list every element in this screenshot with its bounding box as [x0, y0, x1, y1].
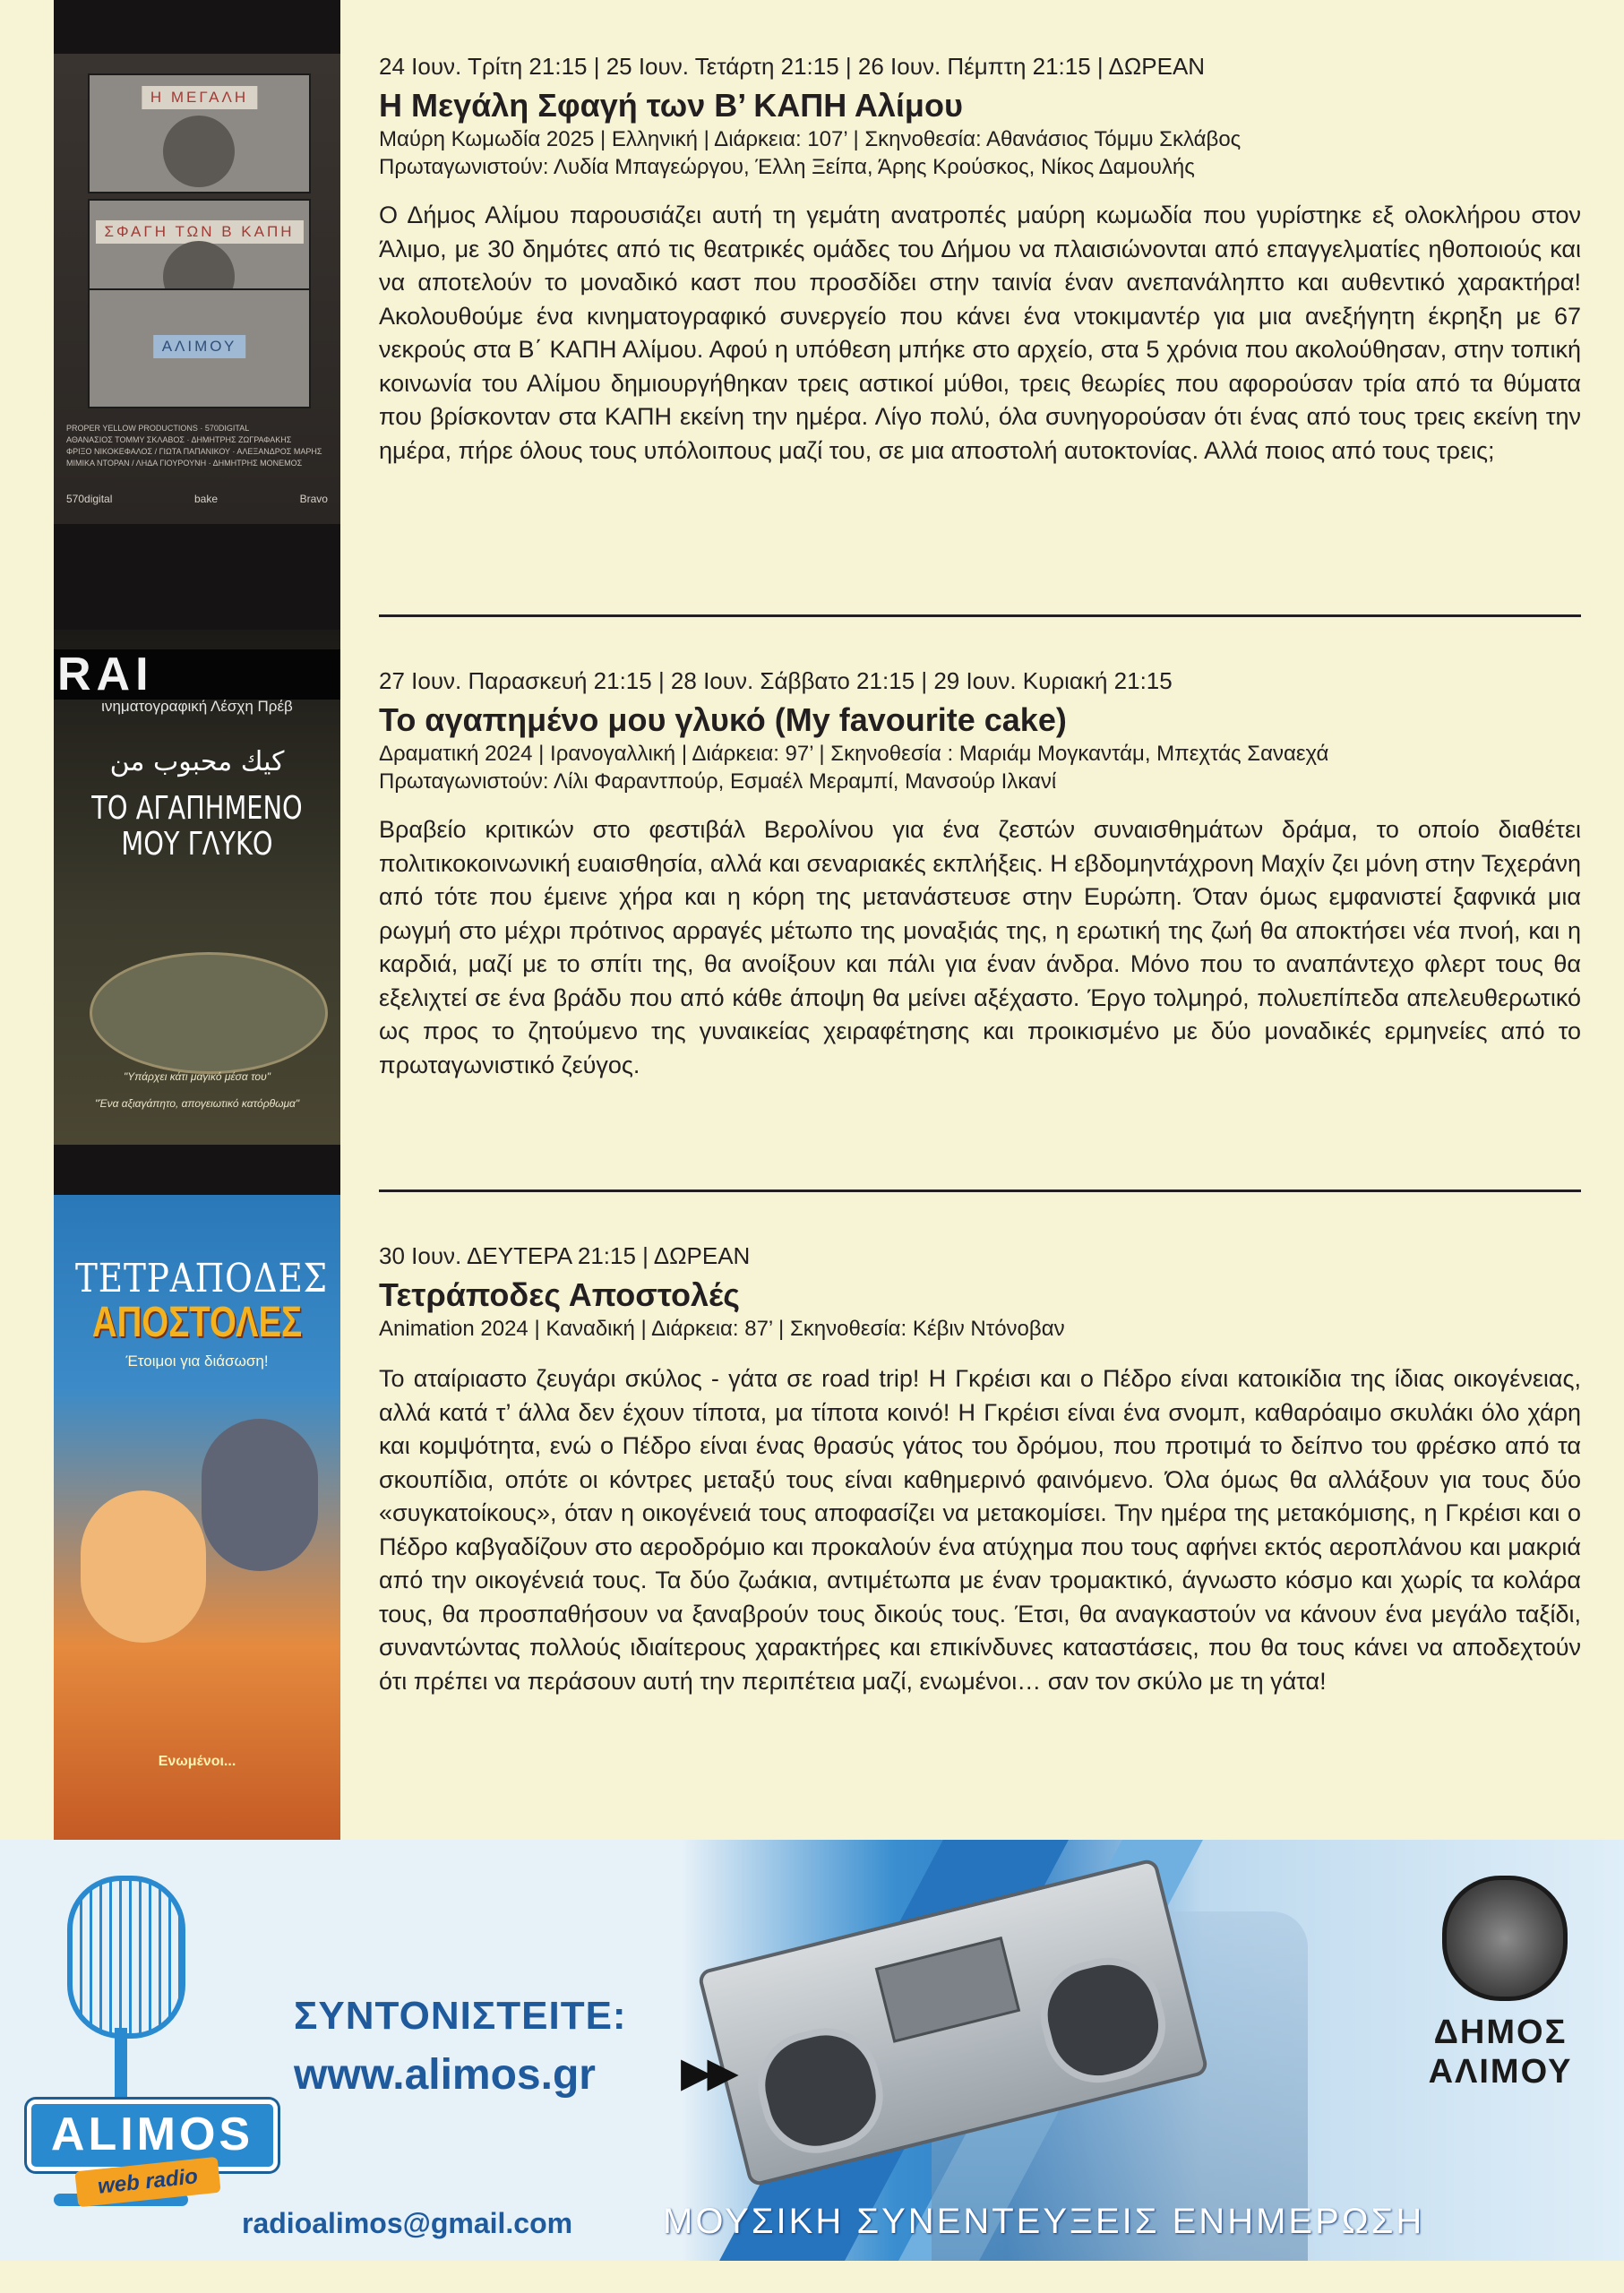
website-link[interactable]: www.alimos.gr: [294, 2051, 596, 2099]
poster-panel: [88, 288, 311, 408]
poster-panel: [88, 73, 311, 193]
film-synopsis: Βραβείο κριτικών στο φεστιβάλ Βερολίνου για ένα ζεστών συναισθημάτων δράμα, το οποίο διαθέτει πολιτικοκοινωνική ευαισθησία, αλλά και σεναριακές εκπλήξεις. Η εβδομηντάχρονη Μαχίν ζει μόνη στην Τεχεράνη από τότε που έμεινε χήρα και η κόρη της μετανάστευσε στην Ευρώπη. Όταν όμως εμφανιστεί ξαφνικά μια ρωγμή στο μέχρι πρότινος αρραγές μέτωπο της μοναξιάς της, η ερωτική της ζωή θα αποκτήσει νέα πνοή, και η καρδιά, μαζί με το σπίτι της, θα ανοίξουν και πάλι για έναν άνδρα. Μόνο που το αναπάντεχο φλερτ τους θα εξελιχτεί σε ένα βράδυ που από κάθε άποψη θα μείνει αξέχαστο. Έργο τολμηρό, πολυεπίπεδα απελευθερωτικό ως προς το ζητούμενο της γυναικείας χειραφέτησης και προικισμένο με δύο μοναδικές ερμηνείες από το πρωταγωνιστικό ζεύγος.: [379, 816, 1581, 1078]
film-entry: [379, 52, 1581, 468]
film-synopsis: Ο Δήμος Αλίμου παρουσιάζει αυτή τη γεμάτη ανατροπές μαύρη κωμωδία που γυρίστηκε εξ ολοκλήρου στον Άλιμο, με 30 δημότες από τις θεατρικές ομάδες του Δήμου να πλαισιώνονται από επαγγελματίες ηθοποιούς και να αποτελούν το μοναδικό καστ που προσδίδει στην ταινία έναν ανεπανάληπτο και αυθεντικό χαρακτήρα! Ακολουθούμε ένα κινηματογραφικό συνεργείο που κάνει ένα ντοκιμαντέρ για μια ανεξήγητη έκρηξη με 67 νεκρούς στα Β΄ ΚΑΠΗ Αλίμου. Αφού η υπόθεση μπήκε στο αρχείο, στα 5 χρόνια που ακολούθησαν, στην τοπική κοινωνία του Αλίμου δημιουργήθηκαν τρεις αστικοί μύθοι, τρεις θεωρίες που αφορούσαν τρία από τα θύματα που βρίσκονταν στα ΚΑΠΗ εκείνη την ημέρα. Λίγο πολύ, όλα συνηγορούσαν ότι ένας από τους τρεις εκείνη την ημέρα, πήρε όλους τους υπόλοιπους μαζί του, σε μια αποστολή αυτοκτονίας. Αλλά ποιος από τους τρεις;: [379, 202, 1581, 464]
poster-tag: Η ΜΕΓΑΛΗ: [142, 86, 257, 109]
municipality-name: [1397, 2013, 1603, 2091]
radio-banner: [0, 1840, 1624, 2261]
film-entry: [379, 666, 1581, 1082]
poster-megali-sfagi: [54, 54, 340, 524]
poster-title-line: ΑΠΟΣΤΟΛΕΣ: [91, 1299, 303, 1346]
municipality-line: ΑΛΙΜΟΥ: [1428, 2053, 1573, 2091]
table-scene-image: [90, 952, 328, 1074]
poster-title-line: ΜΟΥ ΓΛΥΚΟ: [121, 826, 273, 863]
poster-strip: [54, 0, 340, 1840]
review-quote: "Υπάρχει κάτι μαγικό μέσα του": [124, 1070, 271, 1083]
poster-tag: ΣΦΑΓΗ ΤΩΝ Β ΚΑΠΗ: [95, 220, 303, 244]
sponsor-logo: bake: [193, 493, 219, 505]
poster-logos: [66, 493, 328, 505]
sponsor-logo: Bravo: [299, 493, 328, 505]
film-meta: Animation 2024 | Καναδική | Διάρκεια: 87’ | Σκηνοθεσία: Κέβιν Ντόνοβαν: [379, 1317, 1065, 1341]
credits-line: PROPER YELLOW PRODUCTIONS · 570DIGITAL: [66, 424, 250, 433]
cassette-icon: [875, 1937, 1020, 2043]
email-link[interactable]: radioalimos@gmail.com: [242, 2207, 573, 2239]
screening-dates: 24 Ιουν. Τρίτη 21:15 | 25 Ιουν. Τετάρτη 21:15 | 26 Ιουν. Πέμπτη 21:15 | ΔΩΡΕΑΝ: [379, 53, 1206, 80]
poster-title-line: ΤΕΤΡΑΠΟΔΕΣ: [75, 1256, 328, 1301]
microphone-icon: [67, 1876, 185, 2039]
cat-character-image: [202, 1419, 318, 1571]
play-arrows-icon: ▶▶: [681, 2048, 734, 2095]
poster-tetrapodes-apostoles: [54, 1195, 340, 1840]
screening-dates: 30 Ιουν. ΔΕΥΤΕΡΑ 21:15 | ΔΩΡΕΑΝ: [379, 1242, 751, 1269]
speaker-icon: [1029, 1946, 1177, 2094]
speaker-icon: [747, 2017, 895, 2165]
film-meta: Μαύρη Κωμωδία 2025 | Ελληνική | Διάρκεια: 107’ | Σκηνοθεσία: Αθανάσιος Τόμμυ Σκλάβος: [379, 127, 1242, 151]
film-meta: Δραματική 2024 | Ιρανογαλλική | Διάρκεια: 97’ | Σκηνοθεσία : Μαριάμ Μογκαντάμ, Μπεχτάς Σαναεχά: [379, 742, 1329, 766]
section-divider: [379, 614, 1581, 617]
poster-credits: [66, 423, 328, 469]
poster-tagline: Ενωμένοι...: [158, 1754, 236, 1769]
film-title: Η Μεγάλη Σφαγή των Β’ ΚΑΠΗ Αλίμου: [379, 87, 963, 124]
tune-in-label: ΣΥΝΤΟΝΙΣΤΕΙΤΕ:: [294, 1994, 627, 2038]
screening-dates: 27 Ιουν. Παρασκευή 21:15 | 28 Ιουν. Σάββατο 21:15 | 29 Ιουν. Κυριακή 21:15: [379, 667, 1173, 694]
poster-subtitle: Έτοιμοι για διάσωση!: [125, 1353, 269, 1370]
review-quote: "Ένα αξιαγάπητο, απογειωτικό κατόρθωμα": [94, 1097, 300, 1110]
cinema-club-subtitle: ινηματογραφική Λέσχη Πρέβ: [101, 698, 293, 715]
sponsor-logo: 570digital: [66, 493, 113, 505]
alimos-radio-logo: ALIMOS: [27, 2100, 278, 2171]
poster-title-line: ΤΟ ΑΓΑΠΗΜΕΝΟ: [91, 790, 303, 827]
face-image: [163, 116, 235, 187]
radio-services: ΜΟΥΣΙΚΗ ΣΥΝΕΝΤΕΥΞΕΙΣ ΕΝΗΜΕΡΩΣΗ: [663, 2202, 1425, 2241]
film-entry: [379, 1241, 1581, 1698]
cinema-club-banner: RAI: [54, 649, 340, 700]
poster-tag: ΑΛΙΜΟΥ: [153, 335, 246, 358]
section-divider: [379, 1189, 1581, 1192]
poster-title: [82, 791, 312, 863]
municipality-line: ΔΗΜΟΣ: [1433, 2014, 1568, 2051]
film-cast: Πρωταγωνιστούν: Λυδία Μπαγεώργου, Έλλη Ξείπα, Άρης Κρούσκος, Νίκος Δαμουλής: [379, 155, 1195, 179]
dog-character-image: [81, 1490, 206, 1643]
credits-line: ΑΘΑΝΑΣΙΟΣ ΤΟΜΜΥ ΣΚΛΑΒΟΣ · ΔΗΜΗΤΡΗΣ ΖΩΓΡΑΦΑΚΗΣ: [66, 435, 292, 444]
page-bottom-margin: [0, 2261, 1624, 2293]
credits-line: ΜΙΜΙΚΑ ΝΤΟΡΑΝ / ΛΗΔΑ ΓΙΟΥΡΟΥΝΗ · ΔΗΜΗΤΡΗΣ ΜΟΝΕΜΟΣ: [66, 459, 303, 468]
arabic-title: كيك محبوب من: [109, 746, 285, 777]
film-cast: Πρωταγωνιστούν: Λίλι Φαραντπούρ, Εσμαέλ Μεραμπί, Μανσούρ Ιλκανί: [379, 769, 1057, 794]
web-radio-label: web radio: [74, 2157, 220, 2208]
poster-favourite-cake: [54, 630, 340, 1145]
credits-line: ΦΡΙΞΟ ΝΙΚΟΚΕΦΑΛΟΣ / ΓΙΩΤΑ ΠΑΠΑΝΙΚΟΥ · ΑΛΕΞΑΝΔΡΟΣ ΜΑΡΗΣ: [66, 447, 322, 456]
film-title: Τετράποδες Αποστολές: [379, 1276, 740, 1313]
film-title: Το αγαπημένο μου γλυκό (My favourite cake): [379, 701, 1067, 738]
municipal-seal-icon: [1442, 1876, 1568, 2001]
film-synopsis: Το αταίριαστο ζευγάρι σκύλος - γάτα σε road trip! Η Γκρέισι και ο Πέδρο είναι κατοικίδια της ίδιας οικογένειας, αλλά κατά τ’ άλλα δεν έχουν τίποτα, μα τίποτα κοινό! Η Γκρέισι είναι ένα σνομπ, καθαρόαιμο σκυλάκι όλο χάρη και κομψότητα, ενώ ο Πέδρο είναι ένας θρασύς γάτος του δρόμου, που προτιμά το δείπνο του φρέσκο από τα σκουπίδια, οπότε οι κόντρες μεταξύ τους είναι καθημερινό φαινόμενο. Όλα όμως θα αλλάξουν για τους δύο «συγκατοίκους», όταν η οικογένειά τους αποφασίζει να μετακομίσει. Την ημέρα της μετακόμισης, η Γκρέισι και ο Πέδρο καβγαδίζουν στο αεροδρόμιο και προκαλούν ένα ατύχημα που τους αφήνει εκτός αεροπλάνου και μακριά από την οικογένειά τους. Τα δύο ζωάκια, αντιμέτωπα με έναν τρομακτικό, άγνωστο κόσμο και χωρίς τα κολάρα τους, θα προσπαθήσουν να ξαναβρούν τους δικούς τους. Έτσι, θα αναγκαστούν να κάνουν ένα μεγάλο ταξίδι, συναντώντας πολλούς ιδιαίτερους χαρακτήρες και επικίνδυνες καταστάσεις, που θα τους κάνει να αποδεχτούν ότι πρέπει να περάσουν αυτή την περιπέτεια μαζί, ενωμένοι… σαν τον σκύλο με τη γάτα!: [379, 1365, 1581, 1695]
